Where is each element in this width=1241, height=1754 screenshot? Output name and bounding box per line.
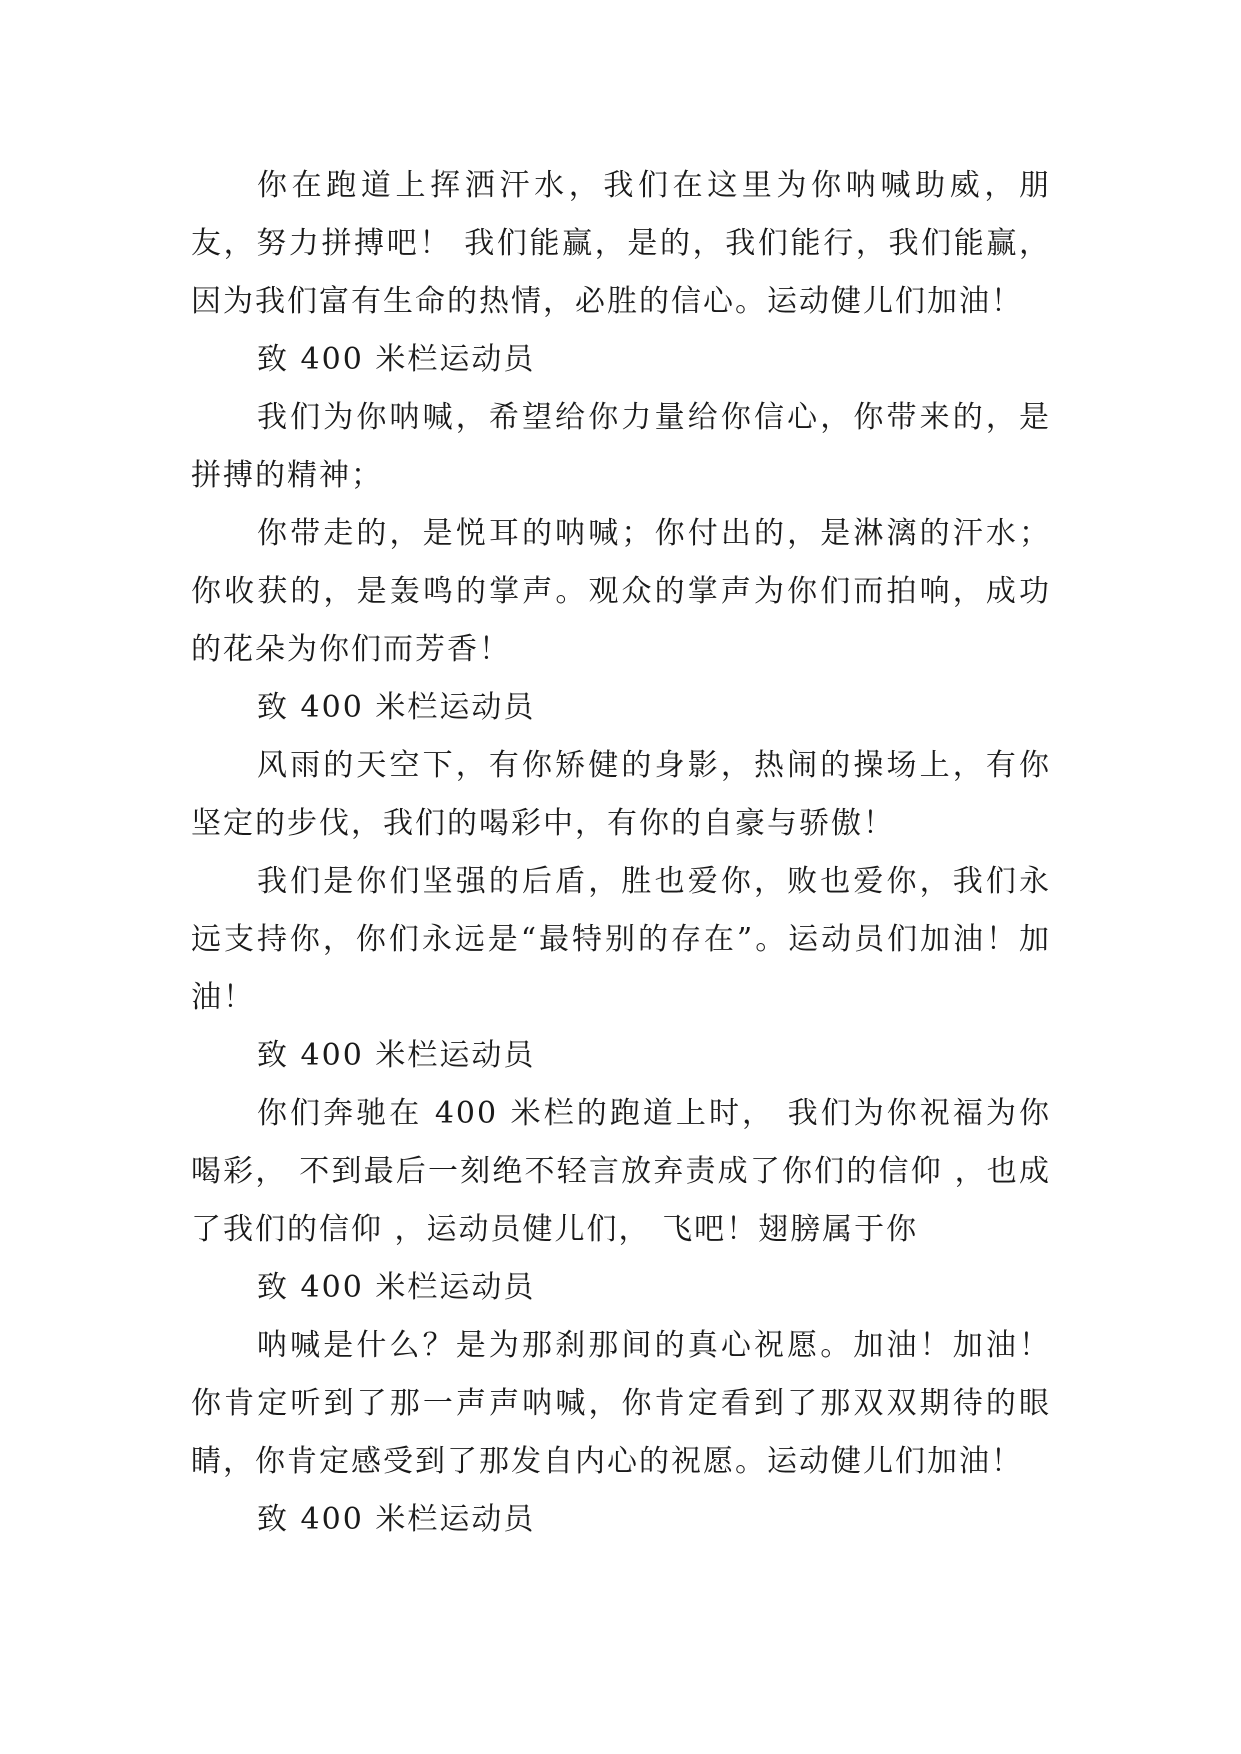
- section-heading: 致 400 米栏运动员: [257, 1270, 536, 1305]
- paragraph: 你在跑道上挥洒汗水，我们在这里为你呐喊助威，朋友，努力拼搏吧！ 我们能赢，是的，我们能行，我们能赢，因为我们富有生命的热情，必胜的信心。运动健儿们加油！: [191, 168, 1051, 319]
- paragraph: 呐喊是什么？是为那刹那间的真心祝愿。加油！加油！你肯定听到了那一声声呐喊，你肯定看到了那双双期待的眼睛，你肯定感受到了那发自内心的祝愿。运动健儿们加油！: [191, 1328, 1051, 1479]
- paragraph: 你们奔驰在 400 米栏的跑道上时， 我们为你祝福为你喝彩， 不到最后一刻绝不轻言放弃责成了你们的信仰 ，也成了我们的信仰 ，运动员健儿们， 飞吧！翅膀属于你: [191, 1096, 1051, 1247]
- document-body: [191, 157, 1051, 1549]
- section-heading: 致 400 米栏运动员: [257, 690, 536, 725]
- section-heading: 致 400 米栏运动员: [257, 342, 536, 377]
- paragraph: 风雨的天空下，有你矫健的身影，热闹的操场上，有你坚定的步伐，我们的喝彩中，有你的自豪与骄傲！: [191, 748, 1051, 841]
- paragraph: 我们为你呐喊，希望给你力量给你信心，你带来的，是拼搏的精神；: [191, 400, 1051, 493]
- paragraph: 我们是你们坚强的后盾，胜也爱你，败也爱你，我们永远支持你，你们永远是“最特别的存在”。运动员们加油！加油！: [191, 864, 1051, 1015]
- section-heading: 致 400 米栏运动员: [257, 1038, 536, 1073]
- paragraph: 你带走的，是悦耳的呐喊；你付出的，是淋漓的汗水；你收获的，是轰鸣的掌声。观众的掌声为你们而拍响，成功的花朵为你们而芳香！: [191, 516, 1051, 667]
- section-heading: 致 400 米栏运动员: [257, 1502, 536, 1537]
